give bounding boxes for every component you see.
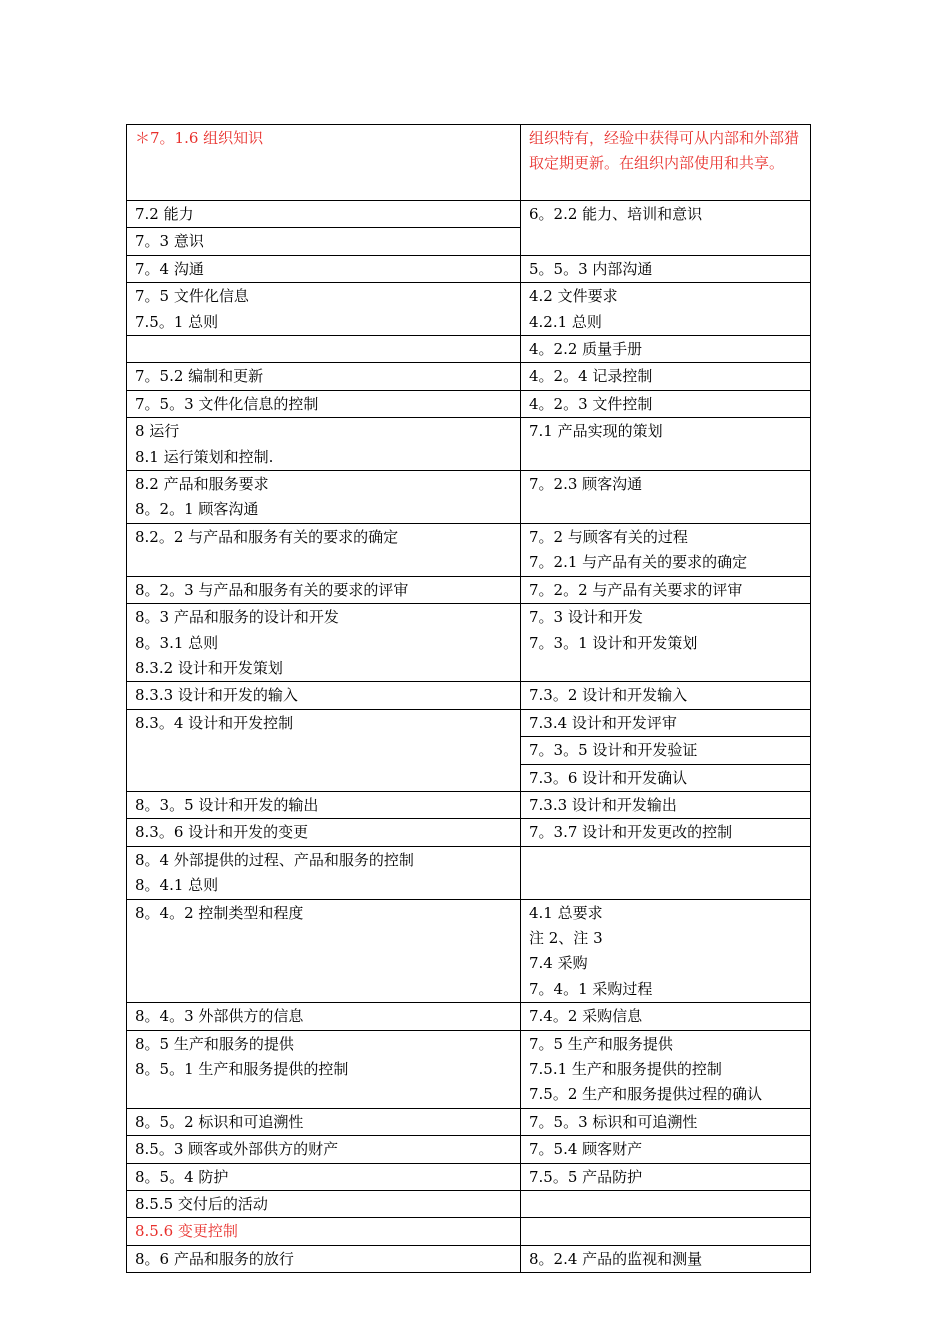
cell-line: 7.4。2 采购信息 [529,1007,643,1026]
table-row [127,791,811,818]
right-cell [521,336,811,363]
cell-line: 7。5.4 顾客财产 [529,1140,643,1159]
cell-line: 7。3 设计和开发 [529,608,643,627]
cell-line: 注 2、注 3 [529,928,603,947]
cell-line: 7。3.7 设计和开发更改的控制 [529,823,733,842]
table-row [127,1218,811,1245]
cell-line: 7。2 与顾客有关的过程 [529,527,688,546]
cell-line: 7.3。2 设计和开发输入 [529,686,688,705]
table-row [127,283,811,336]
right-cell [521,819,811,846]
right-cell [521,1136,811,1163]
cell-line: 8。5 生产和服务的提供 [135,1034,294,1053]
cell-line: 8.3.2 设计和开发策划 [135,658,283,677]
cell-line: 8.2。2 与产品和服务有关的要求的确定 [135,527,399,546]
cell-line: 8。4.1 总则 [135,876,219,895]
left-cell [127,604,521,682]
table-row [127,604,811,682]
right-cell [521,201,811,256]
cell-line: 7。4 沟通 [135,259,204,278]
left-cell [127,1108,521,1135]
left-cell [127,576,521,603]
cell-line: 7。3。1 设计和开发策划 [529,633,698,652]
cell-line: 8。4。2 控制类型和程度 [135,903,304,922]
left-cell [127,1191,521,1218]
left-cell [127,255,521,282]
cell-line: 8。5。2 标识和可追溯性 [135,1112,304,1131]
right-cell [521,1163,811,1190]
left-cell [127,819,521,846]
cell-line: 7。5 生产和服务提供 [529,1034,673,1053]
table-row [127,1163,811,1190]
table-row [127,1003,811,1030]
cell-line: 7.1 产品实现的策划 [529,422,663,441]
left-cell [127,471,521,524]
cell-line: 4。2。3 文件控制 [529,394,653,413]
cell-line: 8.3。4 设计和开发控制 [135,713,294,732]
left-cell [127,283,521,336]
standard-clause-comparison-table [126,124,811,1273]
left-cell [127,125,521,201]
cell-line: 8。5。1 生产和服务提供的控制 [135,1060,349,1078]
right-cell [521,523,811,576]
cell-line: 8。4。3 外部供方的信息 [135,1007,304,1026]
left-cell [127,846,521,899]
left-cell [127,1136,521,1163]
table-row [127,576,811,603]
right-cell [521,764,811,791]
cell-line: 7。5。3 文件化信息的控制 [135,394,319,413]
right-cell [521,1245,811,1272]
left-cell [127,418,521,471]
cell-line: 7。5.2 编制和更新 [135,367,264,386]
cell-line: 7.3。6 设计和开发确认 [529,768,688,787]
cell-line: 4。2。4 记录控制 [529,367,653,386]
left-cell [127,363,521,390]
cell-line: 7.3.3 设计和开发输出 [529,795,677,814]
right-cell [521,576,811,603]
right-cell [521,418,811,471]
left-cell [127,1003,521,1030]
cell-line: 8。2。1 顾客沟通 [135,500,259,519]
cell-line: 4.2.1 总则 [529,312,602,331]
cell-line: 7。2。2 与产品有关要求的评审 [529,580,743,599]
cell-line: 7.3.4 设计和开发评审 [529,713,677,732]
cell-line: 8 运行 [135,422,180,441]
left-cell [127,523,521,576]
cell-line: 8。2。3 与产品和服务有关的要求的评审 [135,580,409,599]
cell-line: 4.1 总要求 [529,903,603,922]
left-cell [127,1030,521,1108]
cell-line: 7。5 文件化信息 [135,287,249,306]
right-cell [521,363,811,390]
left-cell [127,336,521,363]
cell-line: 6。2.2 能力、培训和意识 [529,205,703,223]
right-cell [521,283,811,336]
cell-line: 8.3。6 设计和开发的变更 [135,823,309,842]
left-cell [127,228,521,255]
cell-line: 7。4。1 采购过程 [529,979,653,998]
cell-line: 7.5。1 总则 [135,312,219,331]
table-row [127,1108,811,1135]
cell-line: 7.4 采购 [529,954,588,973]
left-cell [127,791,521,818]
cell-line: 4。2.2 质量手册 [529,340,643,359]
right-cell [521,1218,811,1245]
cell-line: 7.5.1 生产和服务提供的控制 [529,1060,722,1078]
left-cell [127,1163,521,1190]
cell-line: 7。2.3 顾客沟通 [529,475,643,494]
cell-line: 8。4 外部提供的过程、产品和服务的控制 [135,850,414,869]
right-cell [521,1030,811,1108]
table-row [127,1030,811,1108]
table-row [127,846,811,899]
cell-line: 5。5。3 内部沟通 [529,259,653,278]
cell-line: 8。3.1 总则 [135,633,219,652]
cell-line: 8。3 产品和服务的设计和开发 [135,608,339,627]
right-cell [521,1191,811,1218]
cell-line: 8.3.3 设计和开发的输入 [135,686,298,705]
cell-line: 8.1 运行策划和控制. [135,447,274,466]
left-cell [127,201,521,228]
cell-line: 8.5.5 交付后的活动 [135,1195,268,1214]
table-row [127,255,811,282]
right-cell [521,604,811,682]
cell-line: 7.2 能力 [135,205,194,223]
right-cell [521,255,811,282]
cell-line: 8.5。3 顾客或外部供方的财产 [135,1140,339,1159]
table-row [127,125,811,201]
right-cell [521,846,811,899]
left-cell [127,390,521,417]
left-cell [127,709,521,791]
right-cell [521,682,811,709]
cell-line: 7。3 意识 [135,232,204,251]
table-row [127,390,811,417]
table-row [127,336,811,363]
cell-line: 7。5。3 标识和可追溯性 [529,1112,698,1131]
table-row [127,363,811,390]
left-cell [127,899,521,1003]
left-cell [127,682,521,709]
right-cell [521,737,811,764]
table-row [127,471,811,524]
cell-line: ＊7。1.6 组织知识 [135,129,264,147]
cell-line: 8.5.6 变更控制 [135,1222,238,1241]
cell-line: 8。5。4 防护 [135,1167,229,1186]
cell-line: 7。2.1 与产品有关的要求的确定 [529,553,748,572]
left-cell [127,1218,521,1245]
cell-line: 8.2 产品和服务要求 [135,475,269,494]
left-cell [127,1245,521,1272]
right-cell [521,709,811,736]
cell-line: 7。3。5 设计和开发验证 [529,741,698,760]
table-row [127,1191,811,1218]
table-row [127,1245,811,1272]
right-cell [521,1108,811,1135]
cell-line: 4.2 文件要求 [529,287,618,306]
right-cell [521,125,811,201]
right-cell [521,791,811,818]
cell-line: 7.5。2 生产和服务提供过程的确认 [529,1085,763,1104]
cell-line: 8。3。5 设计和开发的输出 [135,795,319,814]
cell-line: 8。6 产品和服务的放行 [135,1249,294,1268]
right-cell [521,390,811,417]
table-row [127,201,811,228]
cell-line: 7.5。5 产品防护 [529,1167,643,1186]
cell-line: 组织特有，经验中获得可从内部和外部猎取定期更新。在组织内部使用和共享。 [529,129,800,173]
cell-line: 8。2.4 产品的监视和测量 [529,1249,703,1268]
table-row [127,819,811,846]
right-cell [521,471,811,524]
table-row [127,523,811,576]
table-row [127,899,811,1003]
table-row [127,709,811,736]
right-cell [521,899,811,1003]
table-row [127,418,811,471]
table-row [127,1136,811,1163]
right-cell [521,1003,811,1030]
table-row [127,682,811,709]
